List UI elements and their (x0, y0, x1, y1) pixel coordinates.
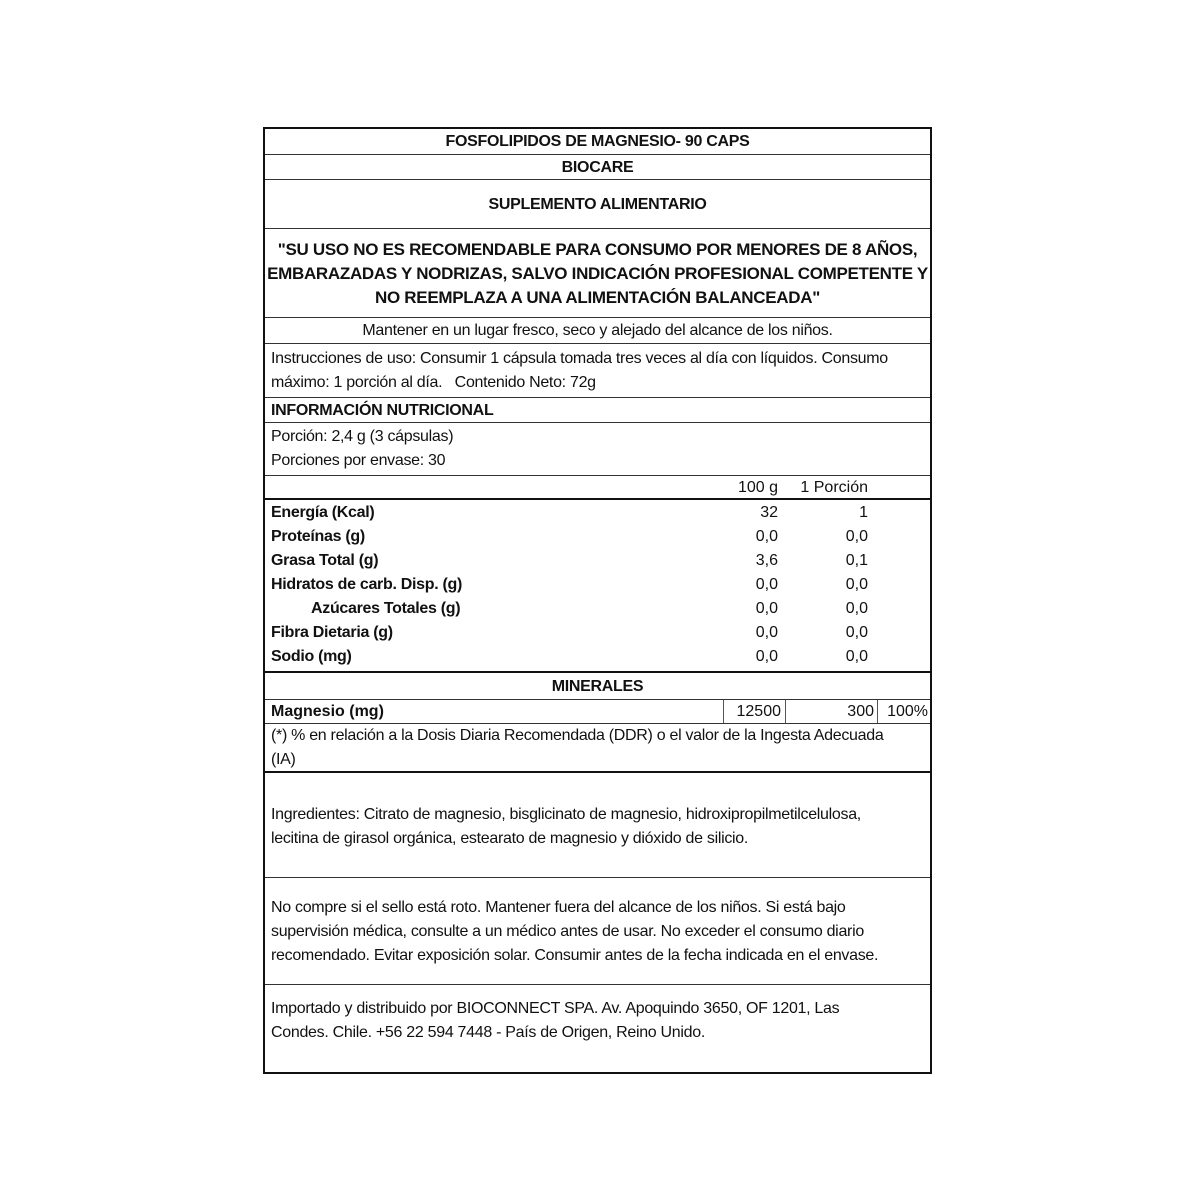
product-title: FOSFOLIPIDOS DE MAGNESIO- 90 CAPS (445, 133, 750, 150)
warning-row (265, 229, 930, 318)
title-row (265, 129, 930, 155)
mineral-per100-value: 12500 (736, 703, 781, 720)
mineral-name: Magnesio (mg) (271, 703, 384, 720)
nutrient-name: Fibra Dietaria (g) (271, 624, 393, 641)
col-header-portion: 1 Porción (800, 479, 868, 496)
advice-line: recomendado. Evitar exposición solar. Consumir antes de la fecha indicada en el envase. (271, 947, 879, 964)
category-row (265, 180, 930, 229)
nutrient-table (265, 500, 930, 673)
minerals-heading: MINERALES (551, 678, 644, 695)
nutrient-row (271, 573, 930, 597)
nutrient-row (271, 597, 930, 621)
brand-row (265, 155, 930, 180)
nutrient-per-portion: 0,0 (845, 600, 868, 617)
advice-line: supervisión médica, consulte a un médico antes de usar. No exceder el consumo diario (271, 923, 864, 940)
mineral-row (265, 700, 930, 724)
nutrition-label (263, 127, 932, 1074)
advice-row (265, 878, 930, 985)
nutrient-per100: 0,0 (755, 648, 778, 665)
nutrient-per-portion: 0,1 (845, 552, 868, 569)
nutrient-row (271, 525, 930, 549)
storage-row (265, 318, 930, 344)
portion-row (265, 423, 930, 476)
category-label: SUPLEMENTO ALIMENTARIO (488, 196, 707, 213)
nutrient-per100: 32 (760, 504, 778, 521)
nutrient-name: Proteínas (g) (271, 528, 365, 545)
nutrient-per-portion: 1 (859, 504, 868, 521)
nutrient-per100: 3,6 (755, 552, 778, 569)
footnote-row (265, 724, 930, 773)
column-header-row (265, 476, 930, 500)
nutrient-per100: 0,0 (755, 600, 778, 617)
nutrient-row (271, 501, 930, 525)
storage-text: Mantener en un lugar fresco, seco y alejado del alcance de los niños. (362, 322, 833, 339)
mineral-per100 (723, 700, 785, 723)
nutrient-name: Grasa Total (g) (271, 552, 379, 569)
instructions-row (265, 344, 930, 398)
mineral-ddr-value: 100% (887, 703, 928, 720)
nutrition-heading: INFORMACIÓN NUTRICIONAL (271, 402, 494, 419)
mineral-ddr (877, 700, 930, 723)
footnote-line: (IA) (271, 751, 296, 768)
warning-line: "SU USO NO ES RECOMENDABLE PARA CONSUMO POR MENORES DE 8 AÑOS, (277, 240, 918, 259)
warning-line: EMBARAZADAS Y NODRIZAS, SALVO INDICACIÓN PROFESIONAL COMPETENTE Y (267, 264, 928, 283)
nutrient-name: Hidratos de carb. Disp. (g) (271, 576, 463, 593)
nutrient-per-portion: 0,0 (845, 528, 868, 545)
portion-size: Porción: 2,4 g (3 cápsulas) (271, 428, 454, 445)
nutrient-per-portion: 0,0 (845, 576, 868, 593)
ingredients-line: Ingredientes: Citrato de magnesio, bisglicinato de magnesio, hidroxipropilmetilcelulosa, (271, 806, 861, 823)
nutrient-row (271, 645, 930, 669)
nutrient-per100: 0,0 (755, 576, 778, 593)
nutrient-per100: 0,0 (755, 624, 778, 641)
warning-line: NO REEMPLAZA A UNA ALIMENTACIÓN BALANCEADA" (374, 288, 820, 307)
nutrient-row (271, 549, 930, 573)
advice-line: No compre si el sello está roto. Mantener fuera del alcance de los niños. Si está bajo (271, 899, 846, 916)
nutrient-name: Energía (Kcal) (271, 504, 375, 521)
ingredients-line: lecitina de girasol orgánica, estearato de magnesio y dióxido de silicio. (271, 830, 749, 847)
minerals-heading-row (265, 673, 930, 700)
nutrient-name: Sodio (mg) (271, 648, 352, 665)
mineral-per-portion (785, 700, 877, 723)
instructions-line: máximo: 1 porción al día. Contenido Neto: 72g (271, 374, 596, 391)
importer-line: Condes. Chile. +56 22 594 7448 - País de Origen, Reino Unido. (271, 1024, 705, 1041)
brand-name: BIOCARE (561, 159, 634, 176)
footnote-line: (*) % en relación a la Dosis Diaria Recomendada (DDR) o el valor de la Ingesta Adecuada (271, 727, 884, 744)
nutrient-per-portion: 0,0 (845, 624, 868, 641)
nutrient-row (271, 621, 930, 645)
mineral-per-portion-value: 300 (847, 703, 874, 720)
nutrient-per-portion: 0,0 (845, 648, 868, 665)
importer-row (265, 985, 930, 1072)
nutrient-per100: 0,0 (755, 528, 778, 545)
portions-per-pack: Porciones por envase: 30 (271, 452, 446, 469)
importer-line: Importado y distribuido por BIOCONNECT SPA. Av. Apoquindo 3650, OF 1201, Las (271, 1000, 840, 1017)
nutrition-heading-row (265, 398, 930, 423)
ingredients-row (265, 773, 930, 878)
instructions-line: Instrucciones de uso: Consumir 1 cápsula tomada tres veces al día con líquidos. Consumo (271, 350, 888, 367)
nutrient-name: Azúcares Totales (g) (311, 600, 461, 617)
col-header-100g: 100 g (737, 479, 778, 496)
